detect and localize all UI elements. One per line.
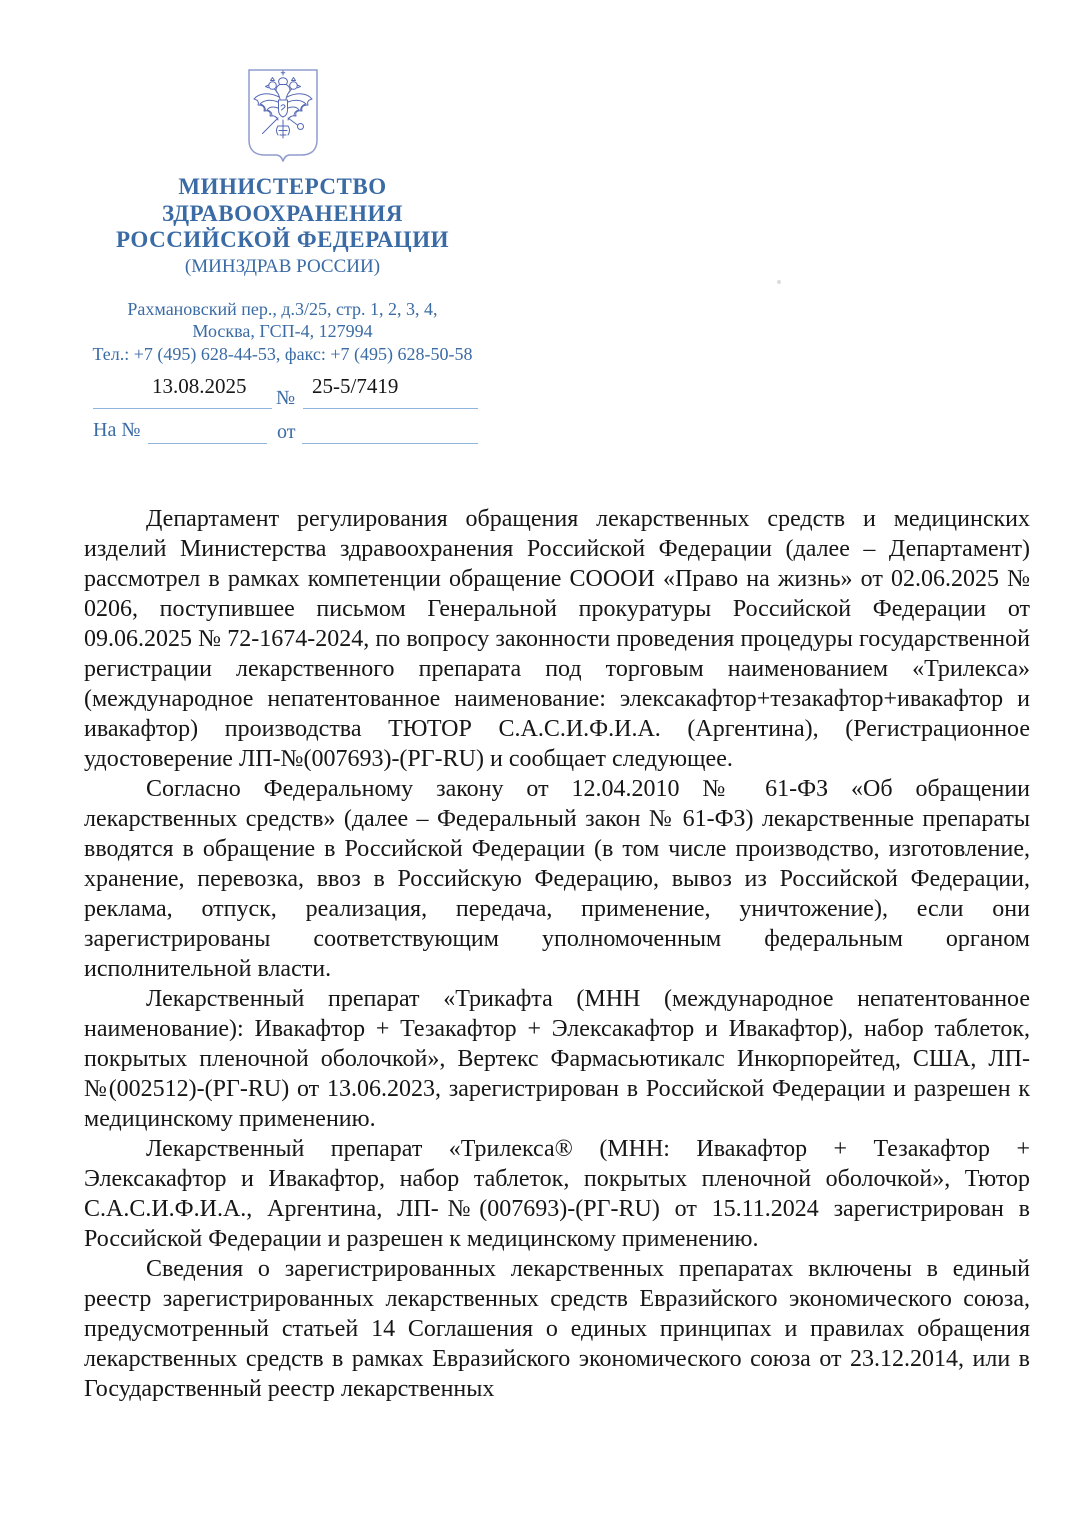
address-line3: Тел.: +7 (495) 628-44-53, факс: +7 (495) 628-50-58 (92, 343, 473, 364)
russia-coat-of-arms-icon (245, 66, 321, 170)
number-sign-label: № (276, 387, 296, 409)
body-paragraph: Лекарственный препарат «Трикафта (МНН (международное непатентованное наименование): Ивакафтор + Тезакафтор + Элексакафтор и Ивакафтор), набор таблеток, покрытых пленочной оболочкой», Вертекс Фармасьютикалс Инкорпорейтед, США, ЛП-№(002512)-(РГ-RU) от 13.06.2023, зарегистрирован в Российской Федерации и разрешен к медицинскому применению. (84, 986, 1030, 1132)
address-line2: Москва, ГСП-4, 127994 (192, 321, 373, 341)
letterhead (60, 66, 505, 365)
ministry-name-line2: ЗДРАВООХРАНЕНИЯ (161, 200, 404, 226)
body-paragraph: Сведения о зарегистрированных лекарственных препаратах включены в единый реестр зарегистрированных лекарственных средств Евразийского экономического союза, предусмотренный статьей 14 Соглашения о единых принципах и правилах обращения лекарственных средств в рамках Евразийского экономического союза от 23.12.2014, или в Государственный реестр лекарственных (84, 1256, 1030, 1402)
address-line1: Рахмановский пер., д.3/25, стр. 1, 2, 3, 4, (127, 298, 438, 319)
ministry-short-name: (МИНЗДРАВ РОССИИ) (184, 255, 381, 277)
reply-to-number-label: На № (93, 419, 141, 441)
reply-from-label: от (277, 421, 296, 443)
reply-date-underline (302, 443, 478, 444)
letter-number: 25-5/7419 (312, 374, 399, 398)
letter-date: 13.08.2025 (152, 374, 247, 398)
body-paragraph: Согласно Федеральному закону от 12.04.2010 № 61-ФЗ «Об обращении лекарственных средств» (далее – Федеральный закон № 61-ФЗ) лекарственные препараты вводятся в обращение в Российской Федерации (в том числе производство, изготовление, хранение, перевозка, ввоз в Российскую Федерацию, вывоз из Российской Федерации, реклама, отпуск, реализация, передача, применение, уничтожение), если они зарегистрированы соответствующим уполномоченным федеральным органом исполнительной власти. (84, 776, 1030, 982)
scan-artifact-dot (777, 280, 781, 284)
number-underline (303, 408, 478, 409)
date-underline (93, 408, 272, 409)
ministry-name-line3: РОССИЙСКОЙ ФЕДЕРАЦИИ (116, 227, 449, 252)
body-paragraph: Лекарственный препарат «Трилекса® (МНН: Ивакафтор + Тезакафтор + Элексакафтор и Ивакафтор, набор таблеток, покрытых пленочной оболочкой», Тютор С.А.С.И.Ф.И.А., Аргентина, ЛП-№(007693)-(РГ-RU) от 15.11.2024 зарегистрирован в Российской Федерации и разрешен к медицинскому применению. (84, 1136, 1030, 1252)
ministry-name (60, 174, 505, 254)
ministry-name-line1: МИНИСТЕРСТВО (178, 174, 387, 199)
ministry-address (60, 298, 505, 366)
body-paragraph: Департамент регулирования обращения лекарственных средств и медицинских изделий Министерства здравоохранения Российской Федерации (далее – Департамент) рассмотрел в рамках компетенции обращение СОООИ «Право на жизнь» от 02.06.2025 № 0206, поступившее письмом Генеральной прокуратуры Российской Федерации от 09.06.2025 № 72-1674-2024, по вопросу законности проведения процедуры государственной регистрации лекарственного препарата под торговым наименованием «Трилекса» (международное непатентованное наименование: элексакафтор+тезакафтор+ивакафтор и ивакафтор) производства ТЮТОР С.А.С.И.Ф.И.А. (Аргентина), (Регистрационное удостоверение ЛП-№(007693)-(РГ-RU) и сообщает следующее. (84, 506, 1030, 772)
reply-number-underline (148, 443, 267, 444)
letter-body (84, 504, 1030, 1404)
